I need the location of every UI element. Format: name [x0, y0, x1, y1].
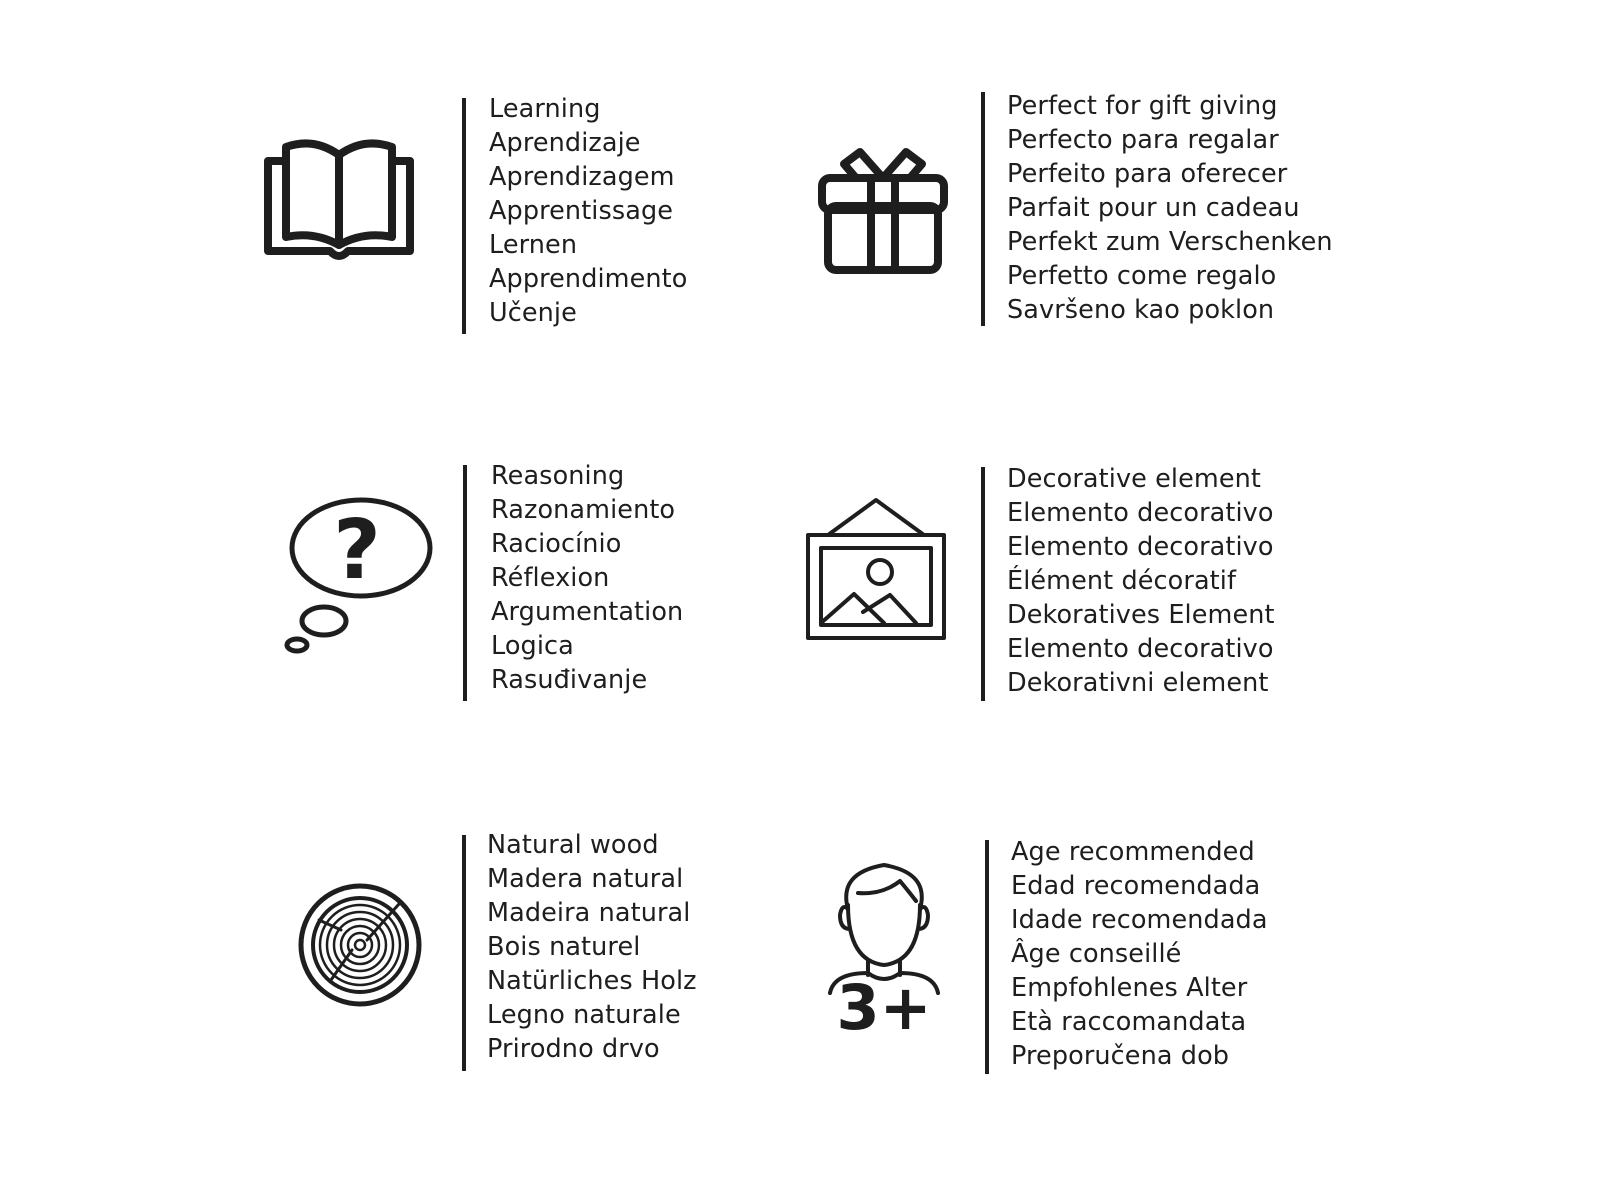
- label-english: Age recommended: [1011, 837, 1255, 867]
- label-croatian: Savršeno kao poklon: [1007, 295, 1275, 325]
- label-french: Apprentissage: [489, 196, 674, 226]
- label-french: Réflexion: [491, 563, 610, 593]
- label-french: Âge conseillé: [1011, 939, 1182, 969]
- open-book-icon: [264, 133, 414, 263]
- label-spanish: Elemento decorativo: [1007, 498, 1274, 528]
- thought-bubble-question-icon: [284, 496, 434, 656]
- label-croatian: Dekorativni element: [1007, 668, 1269, 698]
- label-portuguese: Perfeito para oferecer: [1007, 159, 1288, 189]
- label-italian: Elemento decorativo: [1007, 634, 1274, 664]
- label-croatian: Prirodno drvo: [487, 1034, 660, 1064]
- age-3-plus: 3+: [836, 971, 932, 1044]
- label-german: Argumentation: [491, 597, 684, 627]
- label-german: Natürliches Holz: [487, 966, 697, 996]
- label-italian: Legno naturale: [487, 1000, 681, 1030]
- label-portuguese: Idade recomendada: [1011, 905, 1268, 935]
- label-italian: Età raccomandata: [1011, 1007, 1247, 1037]
- label-spanish: Perfecto para regalar: [1007, 125, 1279, 155]
- gift-box-icon: [820, 146, 946, 276]
- label-italian: Perfetto come regalo: [1007, 261, 1277, 291]
- label-italian: Logica: [491, 631, 574, 661]
- label-english: Decorative element: [1007, 464, 1261, 494]
- label-spanish: Edad recomendada: [1011, 871, 1261, 901]
- framed-picture-icon: [806, 498, 946, 640]
- label-french: Bois naturel: [487, 932, 641, 962]
- tree-rings-icon: [297, 882, 423, 1008]
- label-german: Lernen: [489, 230, 578, 260]
- label-croatian: Preporučena dob: [1011, 1041, 1230, 1071]
- label-portuguese: Madeira natural: [487, 898, 691, 928]
- label-english: Reasoning: [491, 461, 625, 491]
- label-german: Empfohlenes Alter: [1011, 973, 1248, 1003]
- label-french: Élément décoratif: [1007, 566, 1237, 596]
- label-spanish: Madera natural: [487, 864, 684, 894]
- child-age-icon: [826, 857, 942, 1044]
- label-spanish: Aprendizaje: [489, 128, 641, 158]
- label-portuguese: Elemento decorativo: [1007, 532, 1274, 562]
- label-portuguese: Raciocínio: [491, 529, 622, 559]
- label-english: Learning: [489, 94, 601, 124]
- label-portuguese: Aprendizagem: [489, 162, 675, 192]
- label-italian: Apprendimento: [489, 264, 688, 294]
- label-croatian: Učenje: [489, 298, 577, 328]
- label-german: Perfekt zum Verschenken: [1007, 227, 1333, 257]
- label-english: Perfect for gift giving: [1007, 91, 1278, 121]
- label-croatian: Rasuđivanje: [491, 665, 648, 695]
- label-english: Natural wood: [487, 830, 659, 860]
- label-spanish: Razonamiento: [491, 495, 676, 525]
- label-french: Parfait pour un cadeau: [1007, 193, 1300, 223]
- label-german: Dekoratives Element: [1007, 600, 1275, 630]
- question-mark: ?: [333, 503, 381, 598]
